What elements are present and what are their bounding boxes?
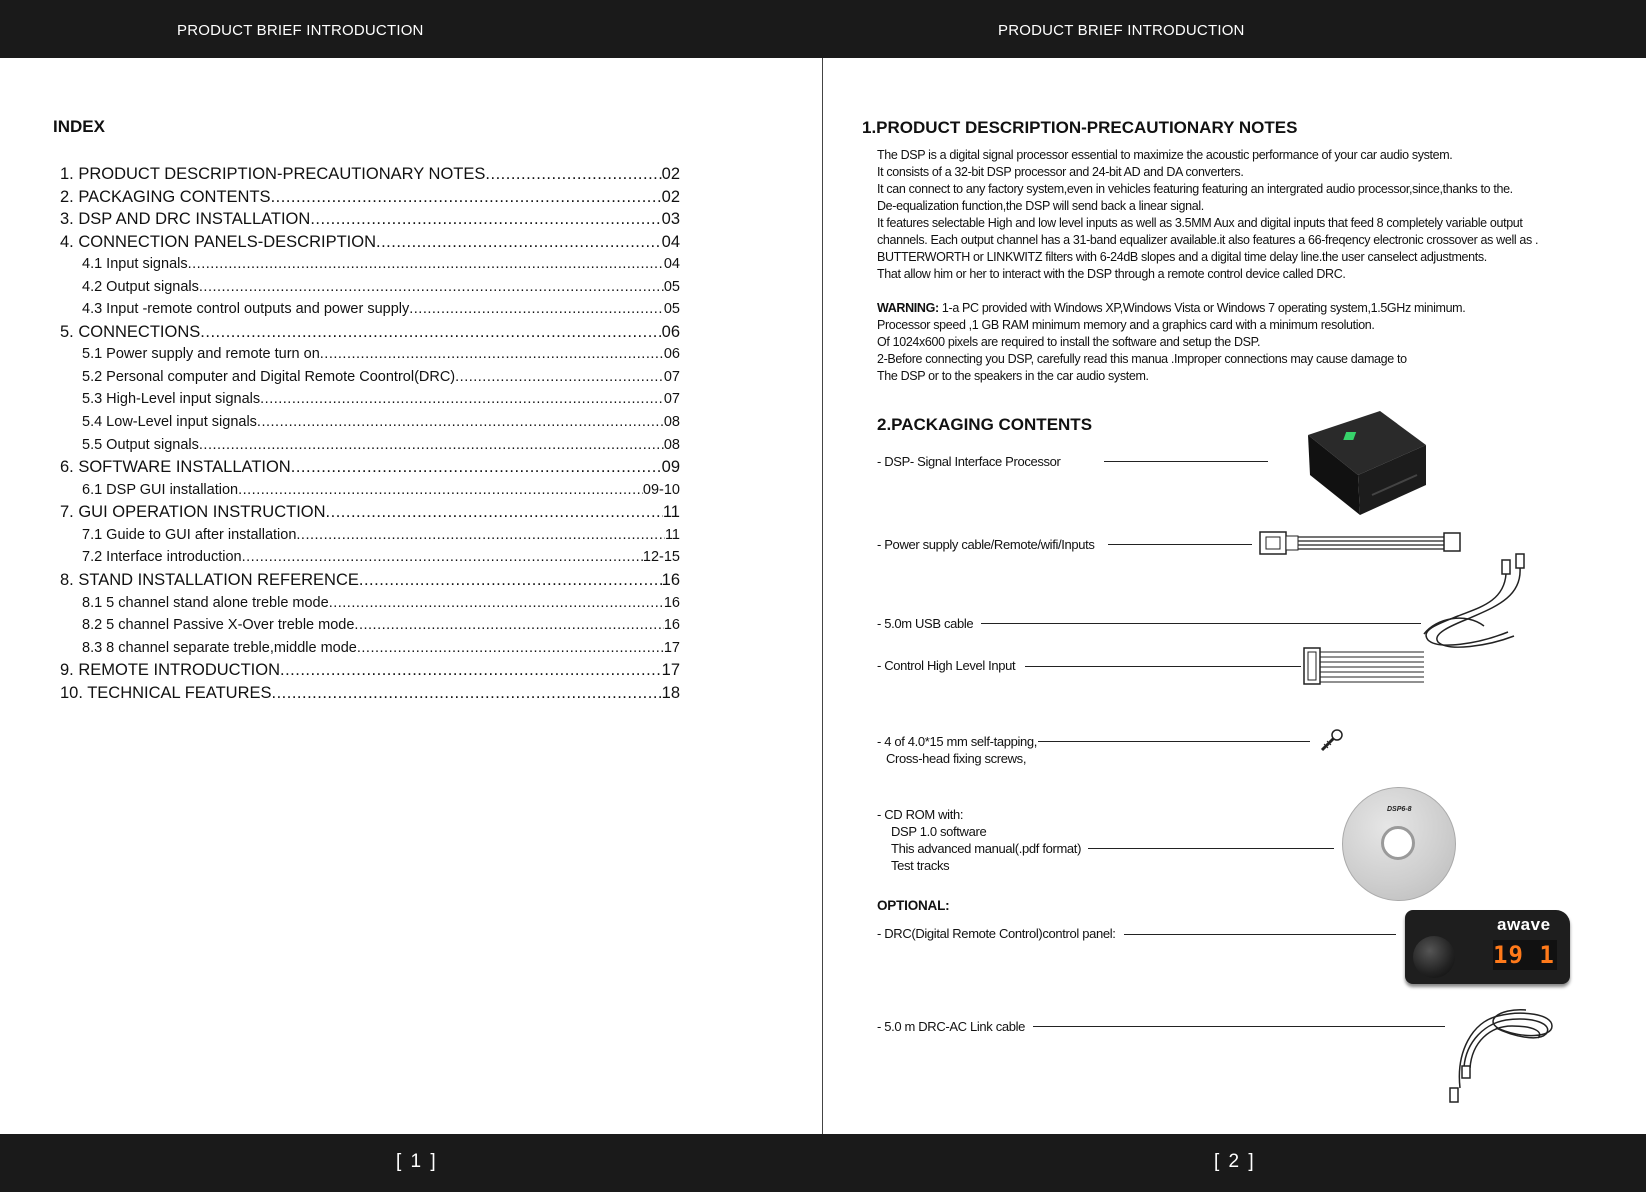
toc-page-number: 16 xyxy=(663,617,680,634)
drc-display: 19 1 xyxy=(1493,940,1557,970)
toc-page-number: 09-10 xyxy=(642,481,680,498)
toc-leader-dots xyxy=(320,343,664,366)
toc-page-number: 12-15 xyxy=(642,549,680,566)
dsp-unit-image xyxy=(1302,405,1432,523)
toc-entry xyxy=(60,501,680,524)
leader-line xyxy=(1124,934,1396,935)
left-page-number: [ 1 ] xyxy=(396,1151,438,1172)
toc-page-number: 04 xyxy=(663,256,680,272)
toc-entry xyxy=(60,208,680,231)
toc-page-number: 05 xyxy=(663,301,680,318)
toc-page-number: 08 xyxy=(663,414,680,431)
toc-entry-title: 5.2 Personal computer and Digital Remote Coontrol(DRC) xyxy=(82,368,456,385)
toc-leader-dots xyxy=(242,546,643,569)
toc-page-number: 16 xyxy=(663,594,680,611)
toc-entry-title: 7.2 Interface introduction xyxy=(82,549,242,566)
index-title: INDEX xyxy=(53,117,105,136)
description-line: De-equalization function,the DSP will send back a linear signal. xyxy=(877,199,1204,213)
leader-line xyxy=(1104,461,1268,462)
high-level-input-image xyxy=(1302,646,1426,686)
left-page-header: PRODUCT BRIEF INTRODUCTION xyxy=(177,22,424,39)
toc-entry-title: 8. STAND INSTALLATION REFERENCE xyxy=(60,571,359,590)
toc-leader-dots xyxy=(310,208,661,231)
usb-cable-image xyxy=(1418,552,1540,656)
leader-line xyxy=(1108,544,1252,545)
leader-line xyxy=(1033,1026,1445,1027)
toc-entry-title: 5.5 Output signals xyxy=(82,436,199,453)
toc-leader-dots xyxy=(326,501,663,524)
item-cd-manual: This advanced manual(.pdf format) xyxy=(891,841,1082,856)
toc-entry-title: 3. DSP AND DRC INSTALLATION xyxy=(60,210,311,228)
description-line: That allow him or her to interact with the DSP through a remote control device called DRC. xyxy=(877,267,1346,281)
toc-leader-dots xyxy=(200,321,661,344)
description-line: The DSP is a digital signal processor essential to maximize the acoustic performance of your car audio system. xyxy=(877,148,1453,162)
toc-entry-title: 4.1 Input signals xyxy=(82,256,188,272)
item-drc-label: - DRC(Digital Remote Control)control panel: xyxy=(877,926,1116,941)
cd-label: DSP6-8 xyxy=(1387,806,1412,813)
toc-entry-title: 7.1 Guide to GUI after installation xyxy=(82,526,297,543)
toc-entry-title: 8.1 5 channel stand alone treble mode xyxy=(82,594,329,611)
right-page-number: [ 2 ] xyxy=(1214,1151,1256,1172)
toc-entry xyxy=(60,388,680,411)
toc-leader-dots xyxy=(199,434,664,457)
optional-label: OPTIONAL: xyxy=(877,898,950,913)
item-screws-label: - 4 of 4.0*15 mm self-tapping, xyxy=(877,734,1038,749)
toc-page-number: 11 xyxy=(662,503,680,522)
toc-leader-dots xyxy=(329,592,664,615)
toc-entry-title: 8.2 5 channel Passive X-Over treble mode xyxy=(82,617,355,634)
item-power-label: - Power supply cable/Remote/wifi/Inputs xyxy=(877,537,1095,552)
toc-entry-title: 6.1 DSP GUI installation xyxy=(82,481,239,498)
toc-leader-dots xyxy=(455,366,664,389)
leader-line xyxy=(981,623,1421,624)
item-cd-tracks: Test tracks xyxy=(891,858,950,873)
toc-page-number: 06 xyxy=(661,322,680,341)
toc-page-number: 05 xyxy=(663,278,680,295)
header-bar xyxy=(0,0,1646,58)
toc-page-number: 11 xyxy=(664,526,680,543)
toc-leader-dots xyxy=(188,253,664,276)
toc-entry-title: 9. REMOTE INTRODUCTION xyxy=(60,661,281,680)
toc-entry xyxy=(60,456,680,479)
toc-entry xyxy=(60,614,680,637)
description-line: channels. Each output channel has a 31-band equalizer available.it also features a 66-freqency electronic crossover as well as . xyxy=(877,233,1539,247)
toc-entry-title: 5.4 Low-Level input signals xyxy=(82,414,257,431)
item-dsp-label: - DSP- Signal Interface Processor xyxy=(877,454,1061,469)
item-usb-label: - 5.0m USB cable xyxy=(877,616,974,631)
toc-page-number: 16 xyxy=(661,571,680,590)
toc-leader-dots xyxy=(359,569,662,592)
toc-entry-title: 5.1 Power supply and remote turn on xyxy=(82,346,320,363)
toc-leader-dots xyxy=(485,163,661,186)
warning-line: Of 1024x600 pixels are required to install the software and setup the DSP. xyxy=(877,335,1261,349)
toc-entry xyxy=(60,321,680,344)
toc-page-number: 17 xyxy=(661,661,680,680)
toc-entry-title: 1. PRODUCT DESCRIPTION-PRECAUTIONARY NOTES xyxy=(60,165,486,183)
toc-entry-title: 7. GUI OPERATION INSTRUCTION xyxy=(60,503,326,522)
toc-entry xyxy=(60,592,680,615)
toc-entry xyxy=(60,524,680,547)
item-cd-software: DSP 1.0 software xyxy=(891,824,987,839)
description-line: It features selectable High and low level inputs as well as 3.5MM Aux and digital inputs that feed 8 completely variable output xyxy=(877,216,1523,230)
toc-page-number: 04 xyxy=(661,232,680,251)
toc-leader-dots xyxy=(238,479,643,502)
toc-entry xyxy=(60,298,680,321)
toc-entry xyxy=(60,682,680,705)
toc-page-number: 17 xyxy=(663,639,680,656)
toc-entry xyxy=(60,231,680,254)
warning-line: Processor speed ,1 GB RAM minimum memory and a graphics card with a minimum resolution. xyxy=(877,318,1375,332)
toc-page-number: 08 xyxy=(663,436,680,453)
toc-leader-dots xyxy=(296,524,665,547)
toc-entry xyxy=(60,343,680,366)
toc-entry xyxy=(60,411,680,434)
item-cd-label: - CD ROM with: xyxy=(877,807,964,822)
toc-entry-title: 10. TECHNICAL FEATURES xyxy=(60,683,272,702)
leader-line xyxy=(1025,666,1301,667)
toc-leader-dots xyxy=(280,659,662,682)
warning-block xyxy=(877,300,1597,385)
toc-entry xyxy=(60,163,680,186)
cd-hub xyxy=(1381,826,1415,860)
section2-title: 2.PACKAGING CONTENTS xyxy=(877,415,1093,434)
toc-page-number: 07 xyxy=(663,368,680,385)
toc-entry xyxy=(60,276,680,299)
toc-page-number: 03 xyxy=(661,210,680,228)
right-page-header: PRODUCT BRIEF INTRODUCTION xyxy=(998,22,1245,39)
item-link-cable-label: - 5.0 m DRC-AC Link cable xyxy=(877,1019,1026,1034)
toc-entry xyxy=(60,479,680,502)
toc-entry-title: 2. PACKAGING CONTENTS xyxy=(60,187,271,206)
toc-entry-title: 5.3 High-Level input signals xyxy=(82,391,261,408)
toc-leader-dots xyxy=(291,456,662,479)
toc-entry xyxy=(60,546,680,569)
leader-line xyxy=(1088,848,1334,849)
volume-knob-icon xyxy=(1413,936,1455,978)
description-line: It consists of a 32-bit DSP processor and 24-bit AD and DA converters. xyxy=(877,165,1244,179)
toc-leader-dots xyxy=(357,637,664,660)
toc-entry xyxy=(60,253,680,276)
toc-entry xyxy=(60,569,680,592)
description-line: It can connect to any factory system,even in vehicles featuring featuring an intergrated audio processor,since,thanks to the. xyxy=(877,182,1513,196)
leader-line xyxy=(1038,741,1310,742)
item-screws-label-2: Cross-head fixing screws, xyxy=(886,751,1027,766)
toc-entry xyxy=(60,434,680,457)
cd-rom-image xyxy=(1342,787,1456,901)
toc-entry-title: 4.3 Input -remote control outputs and power supply xyxy=(82,301,410,318)
screw-icon xyxy=(1316,726,1346,756)
warning-line: 1-a PC provided with Windows XP,Windows Vista or Windows 7 operating system,1.5GHz minimum. xyxy=(938,301,1466,315)
toc-leader-dots xyxy=(376,231,662,254)
warning-line: 2-Before connecting you DSP, carefully read this manua .Improper connections may cause damage to xyxy=(877,352,1407,366)
toc-leader-dots xyxy=(409,298,664,321)
footer-bar xyxy=(0,1134,1646,1192)
toc-leader-dots xyxy=(199,276,664,299)
toc-entry xyxy=(60,637,680,660)
toc-entry-title: 5. CONNECTIONS xyxy=(60,322,201,341)
toc-leader-dots xyxy=(260,388,664,411)
toc-entry xyxy=(60,366,680,389)
drc-brand-logo: awave xyxy=(1497,915,1551,934)
item-high-level-label: - Control High Level Input xyxy=(877,658,1016,673)
toc-entry-title: 4.2 Output signals xyxy=(82,278,199,295)
page-divider xyxy=(822,58,823,1134)
toc-leader-dots xyxy=(272,682,662,705)
toc-leader-dots xyxy=(257,411,664,434)
table-of-contents xyxy=(60,163,680,704)
drc-panel-image xyxy=(1405,910,1570,984)
toc-entry-title: 4. CONNECTION PANELS-DESCRIPTION xyxy=(60,232,376,251)
product-description xyxy=(877,147,1597,283)
toc-page-number: 09 xyxy=(661,458,680,477)
toc-page-number: 02 xyxy=(661,165,680,183)
description-line: BUTTERWORTH or LINKWITZ filters with 6-24dB slopes and a digital time delay line.the user canselect adjustments. xyxy=(877,250,1487,264)
toc-page-number: 02 xyxy=(661,187,680,206)
toc-entry-title: 6. SOFTWARE INSTALLATION xyxy=(60,458,291,477)
toc-leader-dots xyxy=(354,614,663,637)
warning-line: The DSP or to the speakers in the car audio system. xyxy=(877,369,1149,383)
warning-label: WARNING: xyxy=(877,301,939,315)
toc-page-number: 18 xyxy=(661,683,680,702)
toc-leader-dots xyxy=(271,186,662,209)
toc-entry xyxy=(60,659,680,682)
section1-title: 1.PRODUCT DESCRIPTION-PRECAUTIONARY NOTES xyxy=(862,118,1298,137)
link-cable-image xyxy=(1442,1002,1560,1104)
toc-page-number: 07 xyxy=(663,391,680,408)
toc-entry-title: 8.3 8 channel separate treble,middle mode xyxy=(82,639,357,656)
toc-entry xyxy=(60,186,680,209)
toc-page-number: 06 xyxy=(663,346,680,363)
